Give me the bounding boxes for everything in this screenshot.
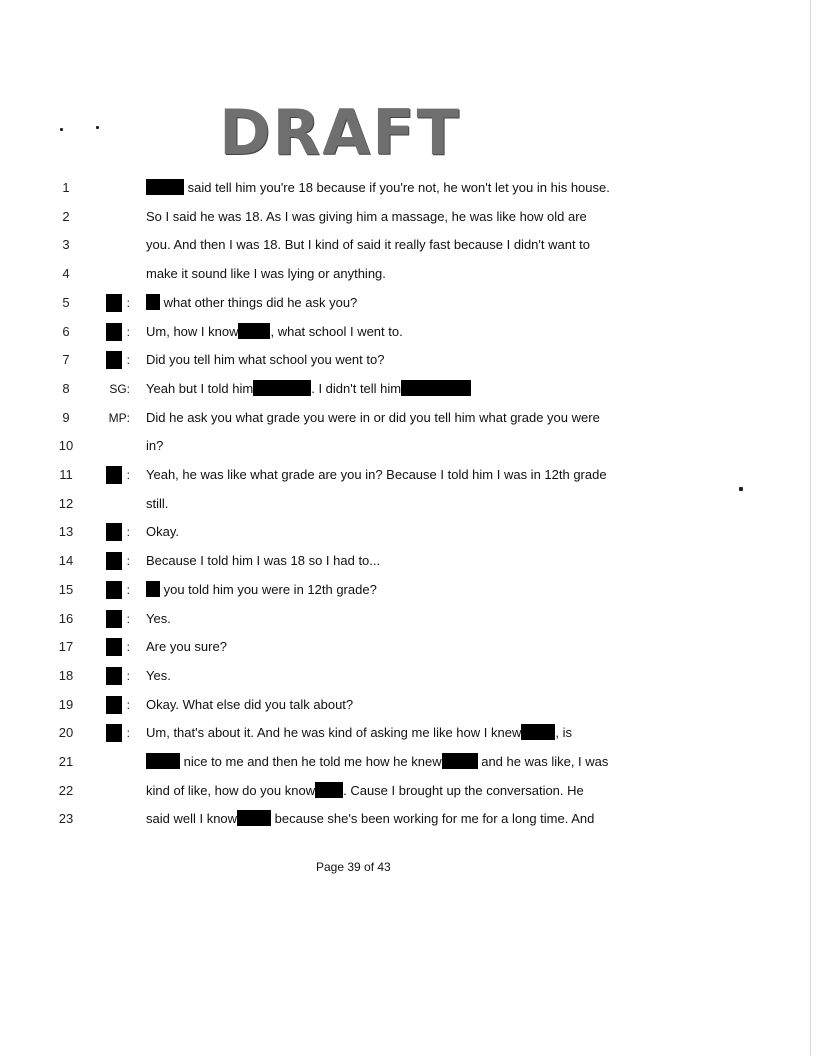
line-number: 17 [58, 639, 74, 655]
speaker-redaction-block [106, 323, 122, 341]
page-edge-line [810, 0, 811, 1056]
line-text [146, 264, 386, 284]
text-segment: Are you sure? [146, 639, 227, 655]
text-segment: Yeah but I told him [146, 380, 254, 396]
speaker-label-text: : [126, 697, 130, 712]
text-segment: because she's been working for me for a long time. And [271, 811, 595, 827]
speaker-label-text: : [126, 611, 130, 626]
text-segment: Yes. [146, 610, 171, 626]
line-text [146, 809, 594, 829]
line-text [146, 580, 377, 600]
transcript-line [0, 809, 760, 829]
line-text [146, 695, 353, 715]
line-text [146, 781, 584, 801]
line-text [146, 551, 380, 571]
line-text [146, 465, 607, 485]
text-segment: you told him you were in 12th grade? [160, 581, 377, 597]
line-text [146, 637, 227, 657]
text-segment: nice to me and then he told me how he knew [180, 754, 442, 769]
transcript-line [0, 436, 760, 456]
line-number: 20 [58, 725, 74, 741]
text-segment: said well I know [146, 811, 238, 827]
line-text [146, 723, 572, 743]
transcript-line [0, 580, 760, 600]
line-number: 7 [62, 352, 70, 368]
speaker-label-text: : [126, 640, 130, 655]
line-number: 19 [58, 696, 74, 712]
speaker-redaction-block [106, 552, 122, 570]
text-segment: , what school I went to. [270, 323, 403, 339]
scan-speck [739, 487, 743, 491]
transcript-line [0, 264, 760, 284]
transcript-line [0, 350, 760, 370]
line-text [146, 666, 171, 686]
text-segment: Um, how I know [146, 323, 239, 339]
speaker-label-text: : [126, 582, 130, 597]
text-segment: . I didn't tell him [311, 380, 402, 396]
speaker-label-text: : [126, 353, 130, 368]
speaker-label-text: : [126, 324, 130, 339]
line-number: 16 [58, 610, 74, 626]
transcript-line [0, 522, 760, 542]
transcript-line [0, 752, 760, 772]
text-segment: still. [146, 495, 169, 511]
redaction-block [442, 753, 478, 769]
transcript-line [0, 207, 760, 227]
line-text [146, 609, 171, 629]
text-segment: Did he ask you what grade you were in or did you tell him what grade you were [146, 409, 600, 425]
text-segment: So I said he was 18. As I was giving him a massage, he was like how old are [146, 208, 587, 224]
line-number: 13 [58, 524, 74, 540]
line-number: 5 [62, 294, 70, 310]
line-text [146, 293, 357, 313]
text-segment: what other things did he ask you? [160, 294, 358, 310]
line-text [146, 322, 403, 342]
speaker-label-text: : [126, 468, 130, 482]
transcript-line [0, 781, 760, 801]
line-number: 9 [62, 409, 70, 425]
text-segment: said tell him you're 18 because if you're not, he won't let you in his house. [184, 180, 610, 195]
redaction-block [237, 810, 271, 826]
line-number: 21 [58, 754, 74, 769]
text-segment: in? [146, 438, 164, 454]
transcript-line [0, 551, 760, 571]
speaker-redaction-block [106, 351, 122, 369]
line-text [146, 494, 168, 514]
line-number: 4 [62, 266, 70, 282]
line-number: 1 [62, 180, 70, 195]
speaker-label-text: MP: [108, 410, 130, 425]
speaker-redaction-block [106, 581, 122, 599]
transcript-line [0, 494, 760, 514]
line-text [146, 207, 587, 227]
line-text [146, 235, 590, 255]
line-number: 11 [59, 467, 73, 482]
transcript-line [0, 408, 760, 428]
line-number: 23 [58, 811, 74, 827]
speaker-label-text: : [126, 668, 130, 683]
line-text [146, 752, 608, 772]
line-text [146, 436, 163, 456]
text-segment: and he was like, I was [477, 754, 609, 769]
speaker-redaction-block [106, 523, 122, 541]
redaction-block [146, 581, 160, 597]
speaker-label-text: : [126, 554, 130, 569]
speaker-label-text: : [126, 295, 130, 310]
transcript-line [0, 637, 760, 657]
text-segment: Yeah, he was like what grade are you in? Because I told him I was in 12th grade [146, 467, 607, 482]
speaker-redaction-block [106, 667, 122, 685]
speaker-label-text: : [126, 726, 130, 741]
text-segment: Okay. What else did you talk about? [146, 696, 354, 712]
speaker-label-text: : [126, 525, 130, 540]
redaction-block [146, 179, 184, 195]
speaker-redaction-block [106, 294, 122, 312]
transcript-line [0, 695, 760, 715]
draft-watermark: DRAFT [219, 96, 461, 169]
line-number: 14 [58, 553, 74, 569]
speaker-label-text: SG: [109, 381, 130, 396]
text-segment: kind of like, how do you know [146, 782, 316, 798]
text-segment: . Cause I brought up the conversation. He [343, 782, 584, 798]
line-number: 3 [62, 237, 70, 253]
redaction-block [521, 724, 555, 740]
speaker-redaction-block [106, 610, 122, 628]
transcript-line [0, 723, 760, 743]
line-number: 6 [62, 323, 70, 339]
transcript-line [0, 666, 760, 686]
text-segment: make it sound like I was lying or anything. [146, 266, 386, 282]
speaker-redaction-block [106, 466, 122, 484]
speaker-redaction-block [106, 696, 122, 714]
page-footer: Page 39 of 43 [316, 860, 391, 874]
line-text [146, 350, 384, 370]
transcript-line [0, 293, 760, 313]
transcript-line [0, 609, 760, 629]
text-segment: , is [555, 725, 572, 741]
transcript-line [0, 379, 760, 399]
redaction-block [146, 753, 180, 769]
line-text [146, 379, 471, 399]
transcript-line [0, 322, 760, 342]
text-segment: Because I told him I was 18 so I had to... [146, 553, 381, 569]
line-number: 2 [62, 208, 70, 224]
speaker-redaction-block [106, 638, 122, 656]
redaction-block [315, 782, 343, 798]
line-text [146, 522, 179, 542]
transcript-line [0, 465, 760, 485]
text-segment: Okay. [146, 524, 179, 540]
text-segment: you. And then I was 18. But I kind of said it really fast because I didn't want to [146, 237, 591, 253]
text-segment: Did you tell him what school you went to? [146, 352, 385, 368]
line-number: 15 [58, 581, 74, 597]
line-text [146, 408, 600, 428]
redaction-block [401, 380, 471, 396]
transcript-line [0, 235, 760, 255]
line-number: 22 [58, 782, 74, 798]
text-segment: Yes. [146, 667, 171, 683]
speaker-redaction-block [106, 724, 122, 742]
redaction-block [238, 323, 270, 339]
line-number: 10 [58, 438, 74, 454]
transcript-line [0, 178, 760, 198]
line-number: 18 [58, 667, 74, 683]
line-number: 8 [62, 380, 70, 396]
redaction-block [146, 294, 160, 310]
redaction-block [253, 380, 311, 396]
text-segment: Um, that's about it. And he was kind of asking me like how I knew [146, 725, 522, 741]
line-number: 12 [58, 495, 74, 511]
line-text [146, 178, 610, 198]
